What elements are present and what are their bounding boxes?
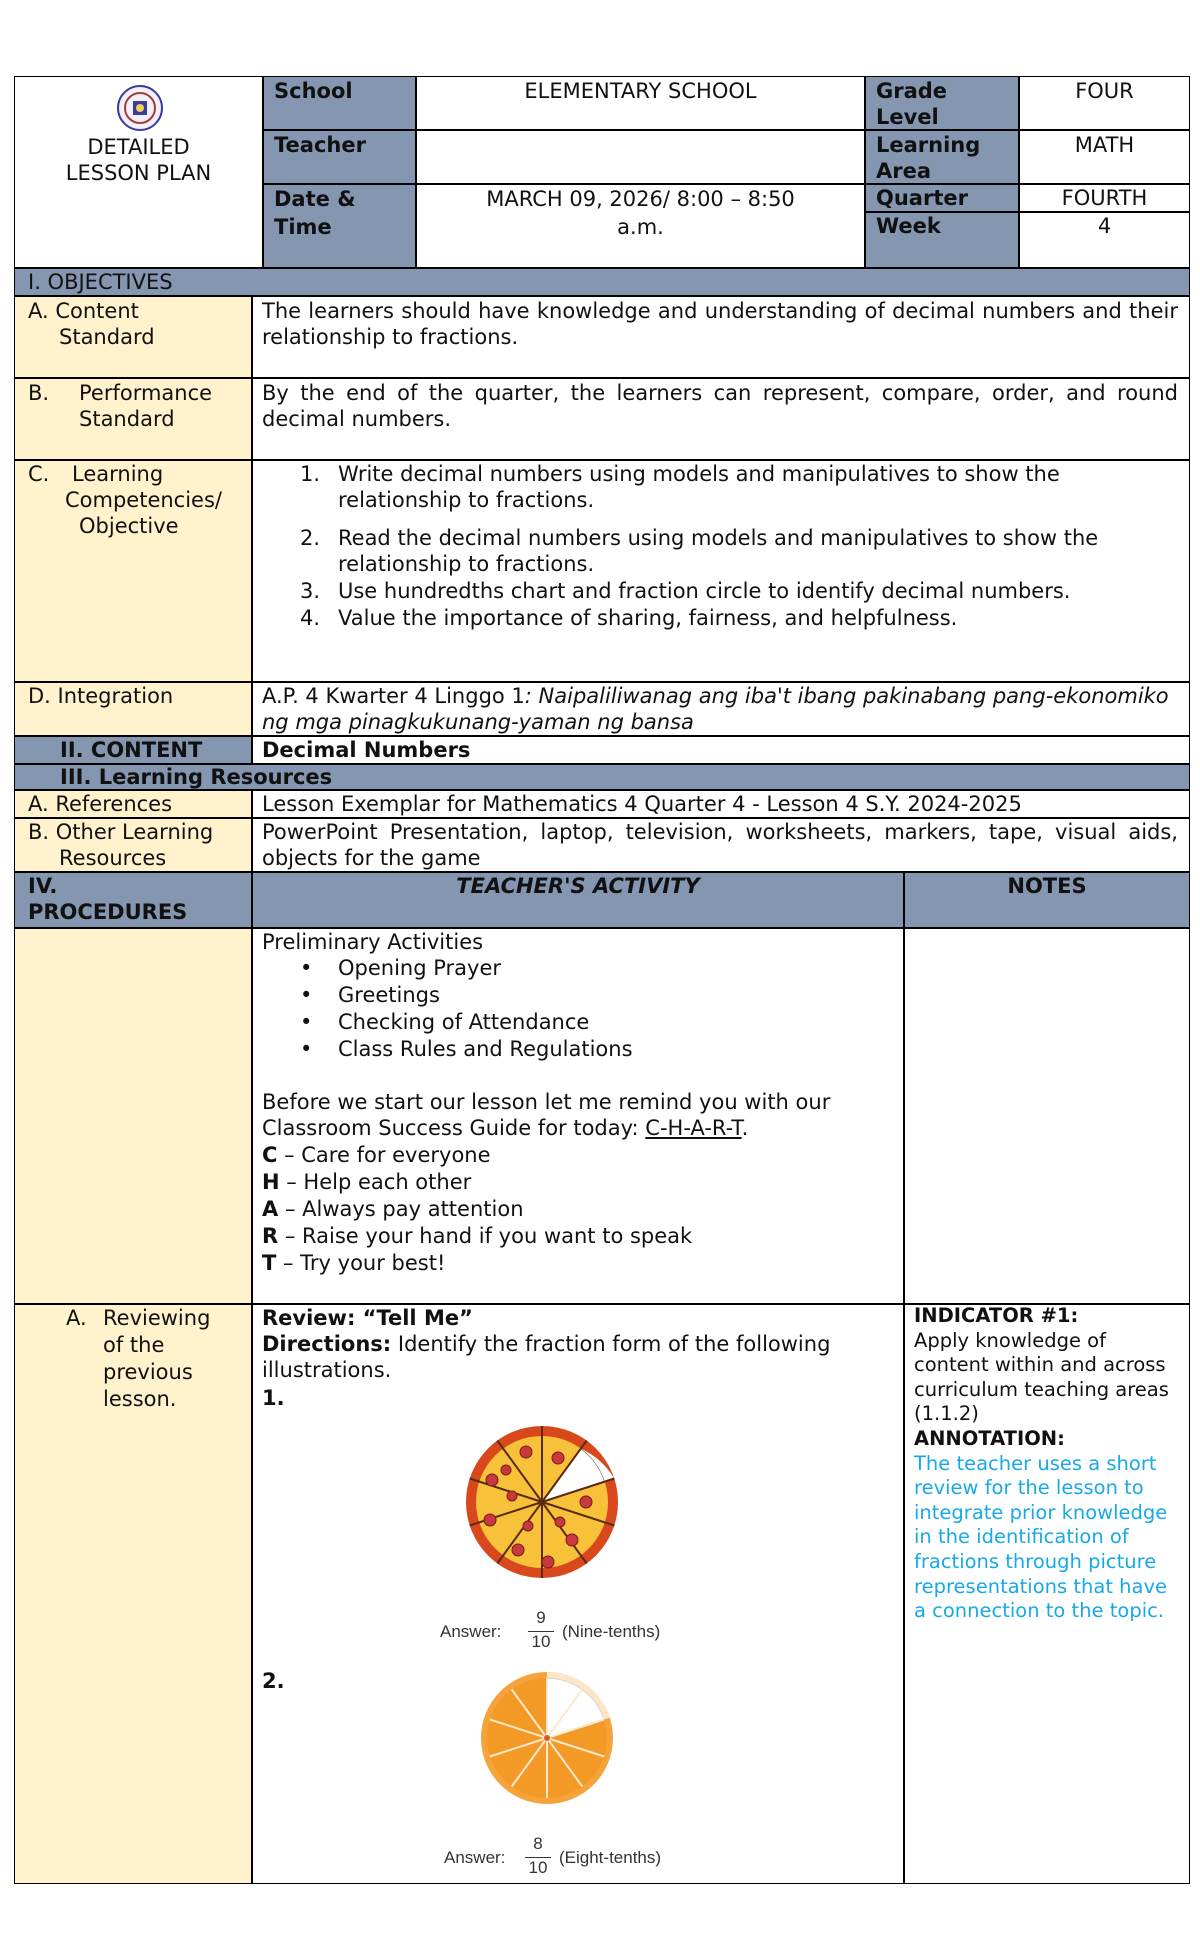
annotation-title: ANNOTATION:	[914, 1426, 1065, 1450]
content-standard-label-2: Standard	[59, 325, 155, 349]
remind-line-1: Before we start our lesson let me remind you with our	[262, 1090, 831, 1114]
date-value-line2: a.m.	[617, 215, 664, 239]
other-resources-label-1: B. Other Learning	[28, 820, 214, 844]
preliminary-notes-cell	[904, 928, 1190, 1304]
quarter-label: Quarter	[876, 186, 968, 210]
review-label-4: previous	[103, 1360, 193, 1384]
area-label-line1: Learning	[876, 133, 981, 157]
performance-label-3: Standard	[79, 407, 175, 431]
references-label: A. References	[28, 792, 173, 816]
date-label-line2: Time	[274, 215, 332, 239]
other-resources-label-2: Resources	[59, 846, 167, 870]
performance-label-2: Performance	[79, 381, 213, 405]
indicator-note	[914, 1304, 1184, 1624]
week-label: Week	[876, 214, 941, 238]
competency-label-3: Competencies/	[65, 488, 222, 512]
list-item: • Class Rules and Regulations	[262, 1036, 892, 1063]
grade-label-line2: Level	[876, 105, 939, 129]
grade-value: FOUR	[1075, 79, 1134, 103]
procedures-heading-1: IV.	[28, 874, 58, 898]
teacher-activity-heading: TEACHER'S ACTIVITY	[456, 874, 700, 898]
preliminary-label-cell	[14, 928, 252, 1304]
competency-list	[262, 461, 1178, 631]
chart-item-h: H – Help each other	[262, 1170, 472, 1194]
content-value: Decimal Numbers	[262, 738, 471, 762]
doc-title-line1: DETAILED	[87, 135, 190, 159]
content-standard-text: The learners should have knowledge and understanding of decimal numbers and their relationship to fractions.	[262, 299, 1178, 349]
competency-label-4: Objective	[79, 514, 179, 538]
grade-label-line1: Grade	[876, 79, 948, 103]
procedures-heading-2: PROCEDURES	[28, 900, 188, 924]
indicator-title: INDICATOR #1:	[914, 1304, 1079, 1327]
date-label-line1: Date &	[274, 187, 356, 211]
review-label-5: lesson.	[103, 1387, 177, 1411]
integration-prefix: A.P. 4 Kwarter 4 Linggo 1	[262, 684, 525, 708]
indicator-text: Apply knowledge of content within and across curriculum teaching areas (1.1.2)	[914, 1328, 1169, 1426]
teacher-value-cell	[416, 130, 865, 184]
annotation-text: The teacher uses a short review for the lesson to integrate prior knowledge in the identification of fractions through picture representations that have a connection to the topic.	[914, 1451, 1168, 1623]
performance-standard-text: By the end of the quarter, the learners can represent, compare, order, and round decimal numbers.	[262, 381, 1178, 431]
chart-item-t: T – Try your best!	[262, 1251, 446, 1275]
school-label: School	[274, 79, 353, 103]
area-value: MATH	[1074, 133, 1135, 157]
school-value: ELEMENTARY SCHOOL	[524, 79, 757, 103]
list-item: • Greetings	[262, 982, 892, 1009]
integration-label: D. Integration	[28, 684, 174, 708]
item-2-number: 2.	[262, 1669, 285, 1693]
competency-item: 2. Read the decimal numbers using models and manipulatives to show the relationship to fractions.	[300, 526, 1099, 576]
remind-line-2: Classroom Success Guide for today: C-H-A-R-T.	[262, 1116, 749, 1140]
week-value: 4	[1097, 214, 1112, 238]
doc-title-line2: LESSON PLAN	[65, 161, 212, 185]
objectives-heading-row	[14, 268, 1190, 296]
chart-item-r: R – Raise your hand if you want to speak	[262, 1224, 693, 1248]
performance-label-1: B.	[28, 381, 50, 405]
integration-italic: : Naipaliliwanag ang iba't ibang pakinabang pang-ekonomiko ng mga pinagkukunang-yaman ng bansa	[262, 684, 1169, 734]
objectives-heading: I. OBJECTIVES	[28, 270, 173, 294]
review-label-1: A.	[66, 1306, 87, 1330]
item-1-answer: Answer: 9 10 (Nine-tenths)	[440, 1608, 661, 1651]
item-1-number: 1.	[262, 1386, 285, 1410]
competency-label-2: Learning	[72, 462, 164, 486]
list-item: • Checking of Attendance	[262, 1009, 892, 1036]
competency-item: 3. Use hundredths chart and fraction circle to identify decimal numbers.	[300, 579, 1071, 603]
item-2-answer: Answer: 8 10 (Eight-tenths)	[444, 1834, 662, 1877]
review-label-3: of the	[103, 1333, 165, 1357]
other-resources-value: PowerPoint Presentation, laptop, television, worksheets, markers, tape, visual aids, objects for the game	[262, 820, 1178, 870]
chart-item-a: A – Always pay attention	[262, 1197, 524, 1221]
chart-item-c: C – Care for everyone	[262, 1143, 491, 1167]
competency-item: 4. Value the importance of sharing, fairness, and helpfulness.	[300, 606, 958, 630]
preliminary-list	[262, 955, 892, 1063]
review-directions: Directions: Identify the fraction form of the following illustrations.	[262, 1332, 831, 1382]
content-heading: II. CONTENT	[60, 738, 203, 762]
area-label-line2: Area	[876, 159, 932, 183]
review-label-2: Reviewing	[103, 1306, 211, 1330]
competency-item: 1. Write decimal numbers using models and manipulatives to show the relationship to fractions.	[300, 462, 1060, 512]
resources-heading: III. Learning Resources	[60, 765, 333, 789]
preliminary-title: Preliminary Activities	[262, 930, 484, 954]
content-standard-label-1: A. Content	[28, 299, 139, 323]
deped-seal-logo	[116, 84, 164, 132]
pizza-nine-tenths-image	[462, 1422, 622, 1582]
orange-eight-tenths-image	[477, 1668, 617, 1808]
chart-acronym: C-H-A-R-T	[645, 1116, 742, 1140]
review-title: Review: “Tell Me”	[262, 1306, 473, 1330]
teacher-label: Teacher	[274, 133, 366, 157]
references-value: Lesson Exemplar for Mathematics 4 Quarter 4 - Lesson 4 S.Y. 2024-2025	[262, 792, 1022, 816]
integration-text	[262, 683, 1178, 735]
notes-heading: NOTES	[1007, 874, 1087, 898]
competency-label-1: C.	[28, 462, 50, 486]
date-value-line1: MARCH 09, 2026/ 8:00 – 8:50	[486, 187, 795, 211]
quarter-value: FOURTH	[1061, 186, 1148, 210]
list-item: • Opening Prayer	[262, 955, 892, 982]
